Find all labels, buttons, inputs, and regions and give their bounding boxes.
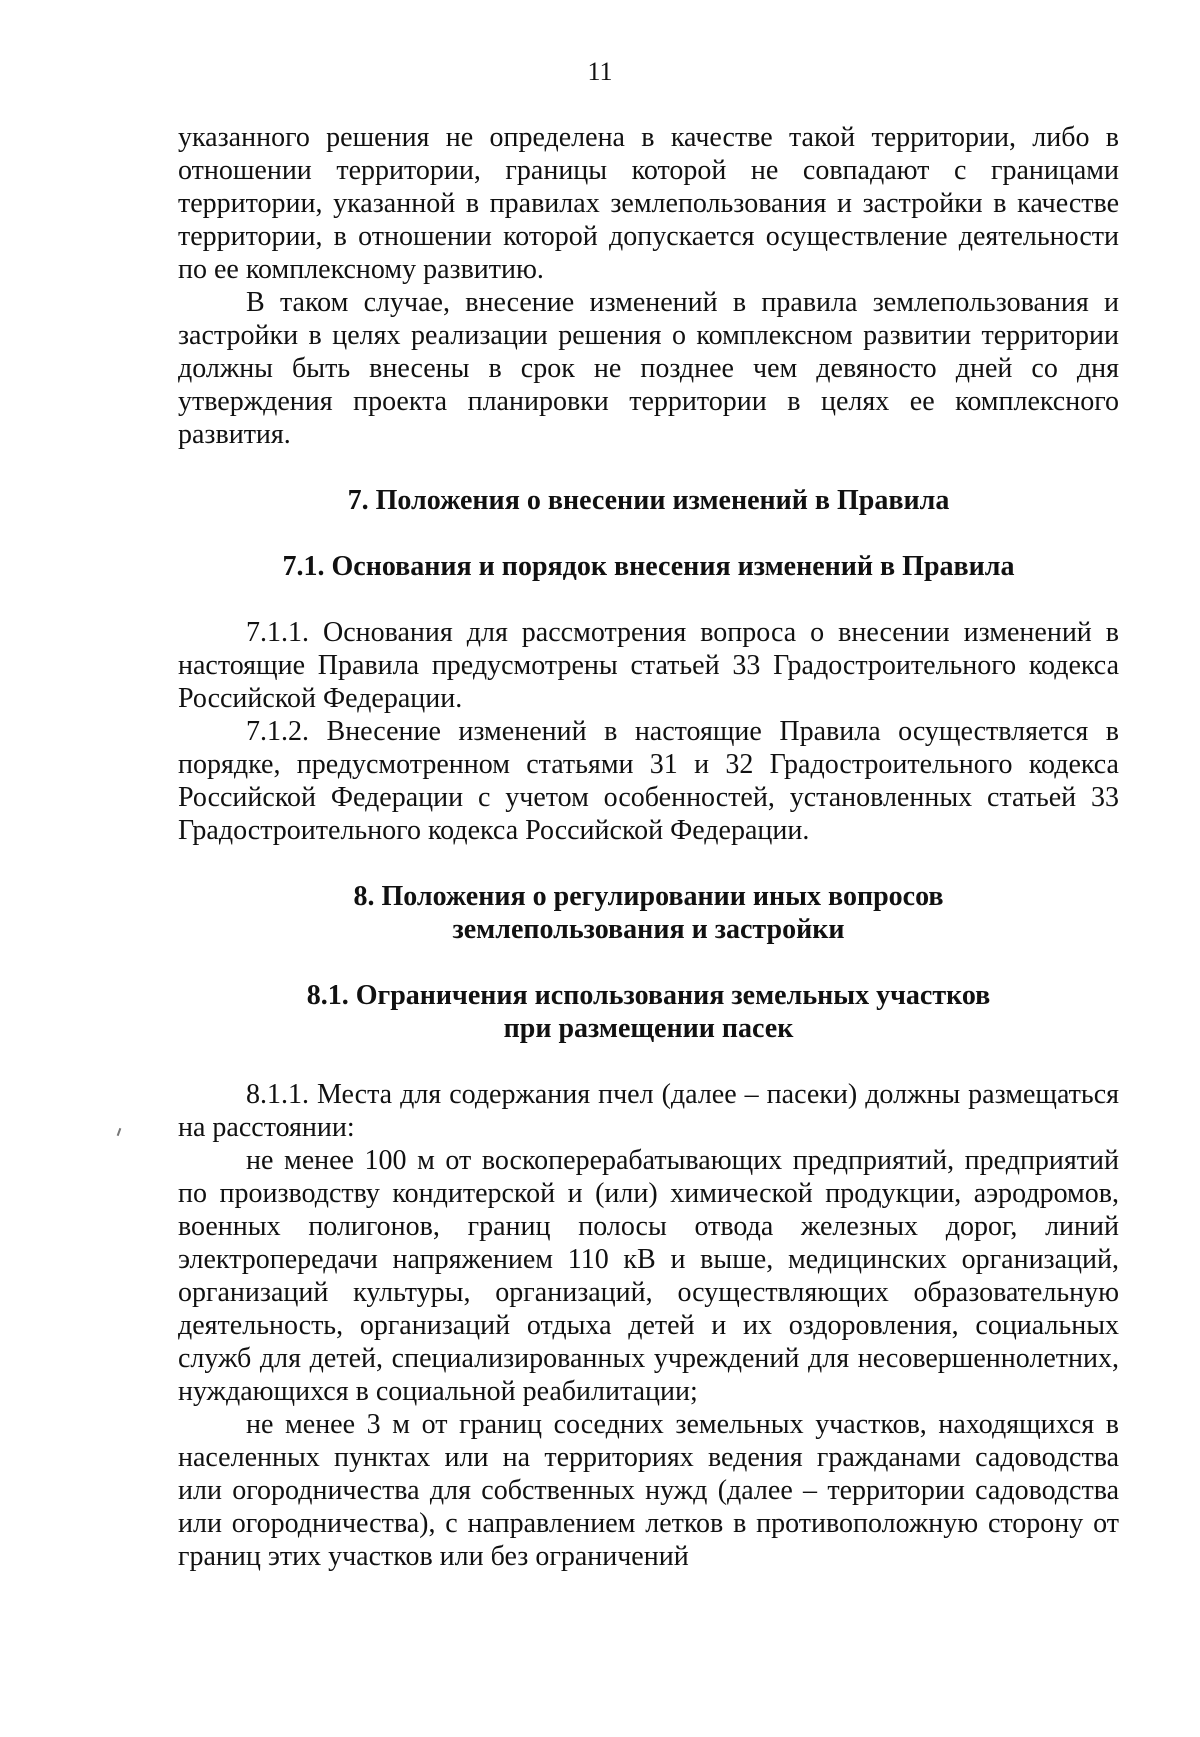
section-8-1-heading-line1: 8.1. Ограничения использования земельных участков	[306, 980, 991, 1011]
paragraph-100m: не менее 100 м от воскоперерабатывающих предприятий, предприятий по производству кондитерской и (или) химической продукции, аэродромов, военных полигонов, границ полосы отвода железных дорог, линий электропередачи напряжением 110 кВ и выше, медицинских организаций, организаций культуры, организаций, осуществляющих образовательную деятельность, организаций отдыха детей и их оздоровления, социальных служб для детей, специализированных учреждений для несовершеннолетних, нуждающихся в социальной реабилитации;	[178, 1145, 1119, 1407]
paragraph-8-1-1: 8.1.1. Места для содержания пчел (далее – пасеки) должны размещаться на расстоянии:	[178, 1079, 1119, 1143]
page-number: 11	[587, 57, 613, 86]
section-8-heading-line2: землепользования и застройки	[452, 914, 845, 945]
document-body	[178, 121, 1119, 1573]
section-7-1-heading: 7.1. Основания и порядок внесения изменений в Правила	[282, 551, 1015, 582]
paragraph-7-1-1: 7.1.1. Основания для рассмотрения вопроса о внесении изменений в настоящие Правила предусмотрены статьей 33 Градостроительного кодекса Российской Федерации.	[178, 617, 1119, 714]
section-8-1-heading-line2: при размещении пасек	[503, 1013, 794, 1044]
paragraph-case: В таком случае, внесение изменений в правила землепользования и застройки в целях реализации решения о комплексном развитии территории должны быть внесены в срок не позднее чем девяносто дней со дня утверждения проекта планировки территории в целях ее комплексного развития.	[178, 287, 1119, 450]
paragraph-3m: не менее 3 м от границ соседних земельных участков, находящихся в населенных пунктах или на территориях ведения гражданами садоводства или огородничества для собственных нужд (далее – территории садоводства или огородничества), с направлением летков в противоположную сторону от границ этих участков или без ограничений	[178, 1409, 1119, 1572]
section-7-heading: 7. Положения о внесении изменений в Правила	[347, 485, 950, 516]
paragraph-7-1-2: 7.1.2. Внесение изменений в настоящие Правила осуществляется в порядке, предусмотренном статьями 31 и 32 Градостроительного кодекса Российской Федерации с учетом особенностей, установленных статьей 33 Градостроительного кодекса Российской Федерации.	[178, 716, 1119, 846]
section-8-heading-line1: 8. Положения о регулировании иных вопросов	[353, 881, 944, 912]
paragraph-intro: указанного решения не определена в качестве такой территории, либо в отношении территории, границы которой не совпадают с границами территории, указанной в правилах землепользования и застройки в качестве территории, в отношении которой допускается осуществление деятельности по ее комплексному развитию.	[178, 122, 1119, 285]
margin-mark	[117, 1128, 122, 1136]
